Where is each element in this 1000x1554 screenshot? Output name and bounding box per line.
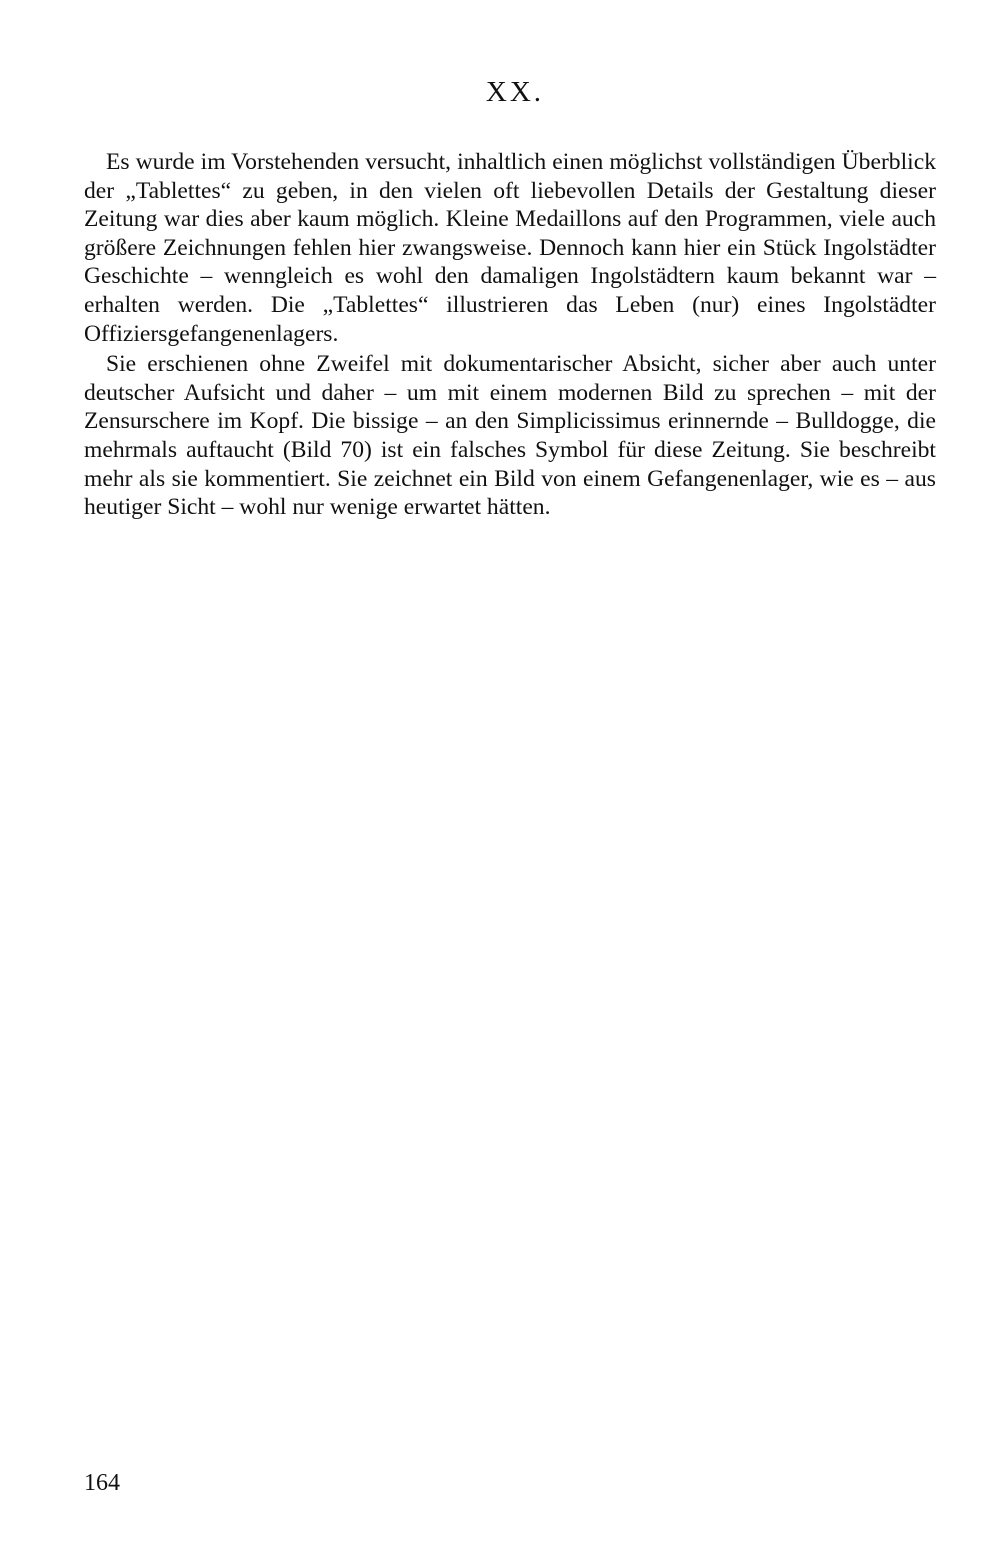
paragraph: Es wurde im Vorstehenden versucht, inhaltlich einen möglichst vollständigen Überblick der „Tablettes“ zu geben, in den vielen oft liebevollen Details der Gestaltung dieser Zeitung war dies aber kaum möglich. Kleine Medaillons auf den Programmen, viele auch größere Zeichnungen fehlen hier zwangsweise. Dennoch kann hier ein Stück Ingolstädter Geschichte – wenngleich es wohl den damaligen Ingolstädtern kaum bekannt war – erhalten werden. Die „Tablettes“ illustrieren das Leben (nur) eines Ingolstädter Offiziersgefangenenlagers. bbox=[84, 149, 936, 347]
chapter-heading: XX. bbox=[485, 76, 545, 108]
paragraph: Sie erschienen ohne Zweifel mit dokumentarischer Absicht, sicher aber auch unter deutscher Aufsicht und daher – um mit einem modernen Bild zu sprechen – mit der Zensurschere im Kopf. Die bissige – an den Simplicissimus erinnernde – Bulldogge, die mehrmals auftaucht (Bild 70) ist ein falsches Symbol für diese Zeitung. Sie beschreibt mehr als sie kommentiert. Sie zeichnet ein Bild von einem Gefangenenlager, wie es – aus heutiger Sicht – wohl nur wenige erwartet hätten. bbox=[84, 351, 936, 521]
body-text bbox=[84, 148, 936, 522]
page-number: 164 bbox=[84, 1470, 120, 1496]
